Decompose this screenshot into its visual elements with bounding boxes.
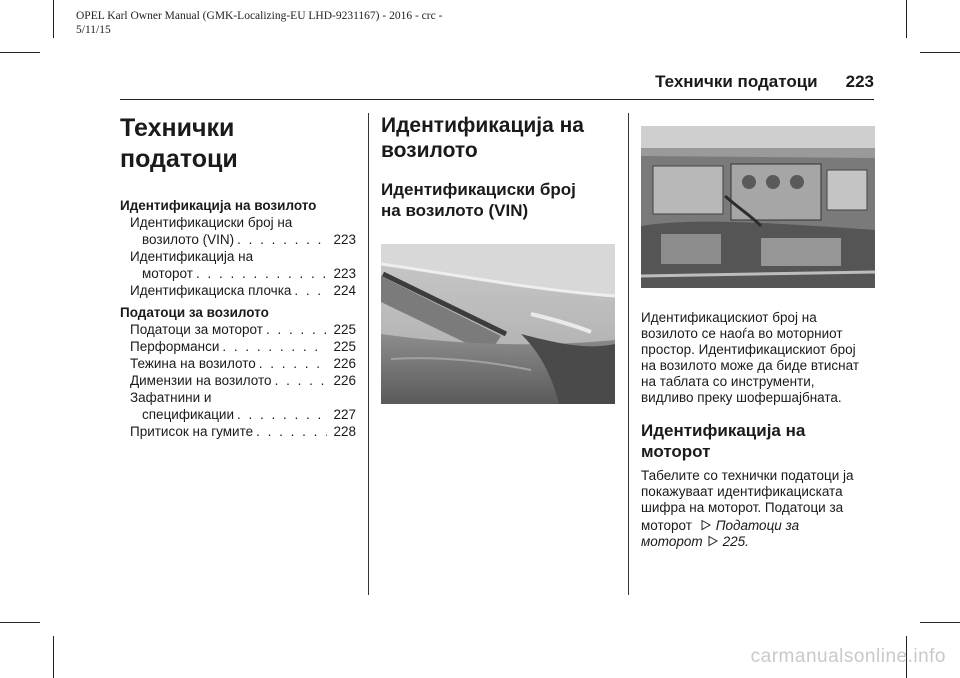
section-heading-line-1: Идентификација на: [381, 114, 584, 137]
toc-entry-text: Притисок на гумите: [130, 424, 254, 439]
vin-section: [381, 113, 615, 221]
paragraph-line: Идентификацискиот број на: [641, 310, 817, 325]
leader-dots: [196, 265, 327, 282]
page-number: 223: [845, 72, 874, 91]
toc-entry-text: Димензии на возилото: [130, 373, 272, 388]
toc-entry-text: Идентификациски број на: [130, 215, 293, 230]
toc-section-title[interactable]: Податоци за возилото: [120, 305, 269, 320]
vin-subheading-line-2: на возилото (VIN): [381, 201, 529, 220]
reference-arrow-icon: [707, 535, 719, 547]
engine-id-paragraph: [641, 468, 875, 550]
toc-page-ref: 225: [333, 339, 356, 354]
paragraph-line: Табелите со технички податоци ја: [641, 468, 854, 483]
toc-entry-text: Перформанси: [130, 339, 220, 354]
toc-page-ref: 223: [333, 266, 356, 281]
paragraph-line: шифра на моторот. Податоци за: [641, 500, 844, 515]
column-divider: [628, 113, 629, 595]
cross-reference-link[interactable]: моторот: [641, 534, 703, 549]
windshield-illustration: [381, 244, 615, 404]
leader-dots: [256, 423, 327, 440]
leader-dots: [222, 338, 327, 355]
paragraph-text: моторот: [641, 518, 692, 533]
toc-entry-text: Идентификациска плочка: [130, 283, 292, 298]
leader-dots: [275, 372, 327, 389]
paragraph-line: на возилото може да биде втиснат: [641, 358, 860, 373]
vin-location-paragraph: [641, 310, 875, 406]
toc-entry-text: Идентификација на: [130, 249, 254, 264]
leader-dots: [237, 231, 327, 248]
crop-mark: [906, 0, 907, 38]
chapter-title-line-1: Технички: [120, 114, 235, 142]
crop-mark: [0, 52, 40, 53]
toc-entry[interactable]: [120, 248, 356, 282]
leader-dots: [259, 355, 327, 372]
header-title: Технички податоци: [655, 72, 818, 91]
toc-entry-text: возилото (VIN): [142, 232, 235, 247]
crop-mark: [920, 622, 960, 623]
paragraph-line: на таблата со инструменти,: [641, 374, 815, 389]
cross-reference-page[interactable]: 225.: [722, 534, 749, 549]
toc-page-ref: 223: [333, 232, 356, 247]
toc-entry[interactable]: [120, 355, 356, 372]
toc-entry[interactable]: [120, 372, 356, 389]
vin-subheading-line-1: Идентификациски број: [381, 180, 576, 199]
meta-line-2: 5/11/15: [76, 24, 111, 36]
section-heading: [381, 113, 615, 163]
paragraph-line: покажуваат идентификациската: [641, 484, 843, 499]
cross-reference-line[interactable]: [641, 518, 875, 534]
header-rule: [120, 99, 874, 100]
paragraph-line: возилото се наоѓа во моторниот: [641, 326, 843, 341]
paragraph-line: видливо преку шофершајбната.: [641, 390, 842, 405]
running-header: [655, 72, 874, 92]
toc-page-ref: 226: [333, 373, 356, 388]
engine-compartment-photo: [641, 126, 875, 288]
engine-id-heading-line-2: моторот: [641, 442, 711, 461]
print-metadata: [76, 9, 442, 37]
windshield-vin-photo: [381, 244, 615, 404]
watermark: carmanualsonline.info: [750, 646, 946, 667]
crop-mark: [53, 636, 54, 678]
toc-page-ref: 227: [333, 407, 356, 422]
toc-entry[interactable]: [120, 214, 356, 248]
leader-dots: [237, 406, 327, 423]
vin-subheading: [381, 179, 615, 221]
reference-arrow-icon: [700, 519, 712, 531]
cross-reference-link[interactable]: Податоци за: [715, 518, 800, 533]
toc-entry[interactable]: [120, 338, 356, 355]
toc-entry-text: моторот: [142, 266, 193, 281]
toc-page-ref: 225: [333, 322, 356, 337]
toc-entry[interactable]: [120, 423, 356, 440]
leader-dots: [266, 321, 327, 338]
section-heading-line-2: возилото: [381, 139, 478, 162]
crop-mark: [920, 52, 960, 53]
engine-id-section: [641, 310, 875, 550]
chapter-toc: [120, 113, 356, 440]
toc-entry[interactable]: [120, 389, 356, 423]
toc-page-ref: 226: [333, 356, 356, 371]
chapter-title-line-2: податоци: [120, 145, 238, 173]
chapter-title: [120, 113, 356, 175]
toc-entry[interactable]: [120, 282, 356, 299]
toc-page-ref: 228: [333, 424, 356, 439]
toc-entry-text: Зафатнини и: [130, 390, 212, 405]
leader-dots: [294, 282, 327, 299]
engine-id-heading: [641, 420, 875, 462]
toc-section-title[interactable]: Идентификација на возилото: [120, 198, 317, 213]
engine-id-heading-line-1: Идентификација на: [641, 421, 806, 440]
paragraph-line: простор. Идентификацискиот број: [641, 342, 856, 357]
toc-entry-text: Податоци за моторот: [130, 322, 263, 337]
column-divider: [368, 113, 369, 595]
cross-reference-line[interactable]: [641, 534, 875, 550]
toc-entry[interactable]: [120, 321, 356, 338]
toc-entry-text: Тежина на возилото: [130, 356, 256, 371]
engine-illustration: [641, 126, 875, 288]
toc-entry-text: спецификации: [142, 407, 235, 422]
crop-mark: [53, 0, 54, 38]
toc-page-ref: 224: [333, 283, 356, 298]
crop-mark: [0, 622, 40, 623]
meta-line-1: OPEL Karl Owner Manual (GMK-Localizing-EU LHD-9231167) - 2016 - crc -: [76, 10, 443, 22]
